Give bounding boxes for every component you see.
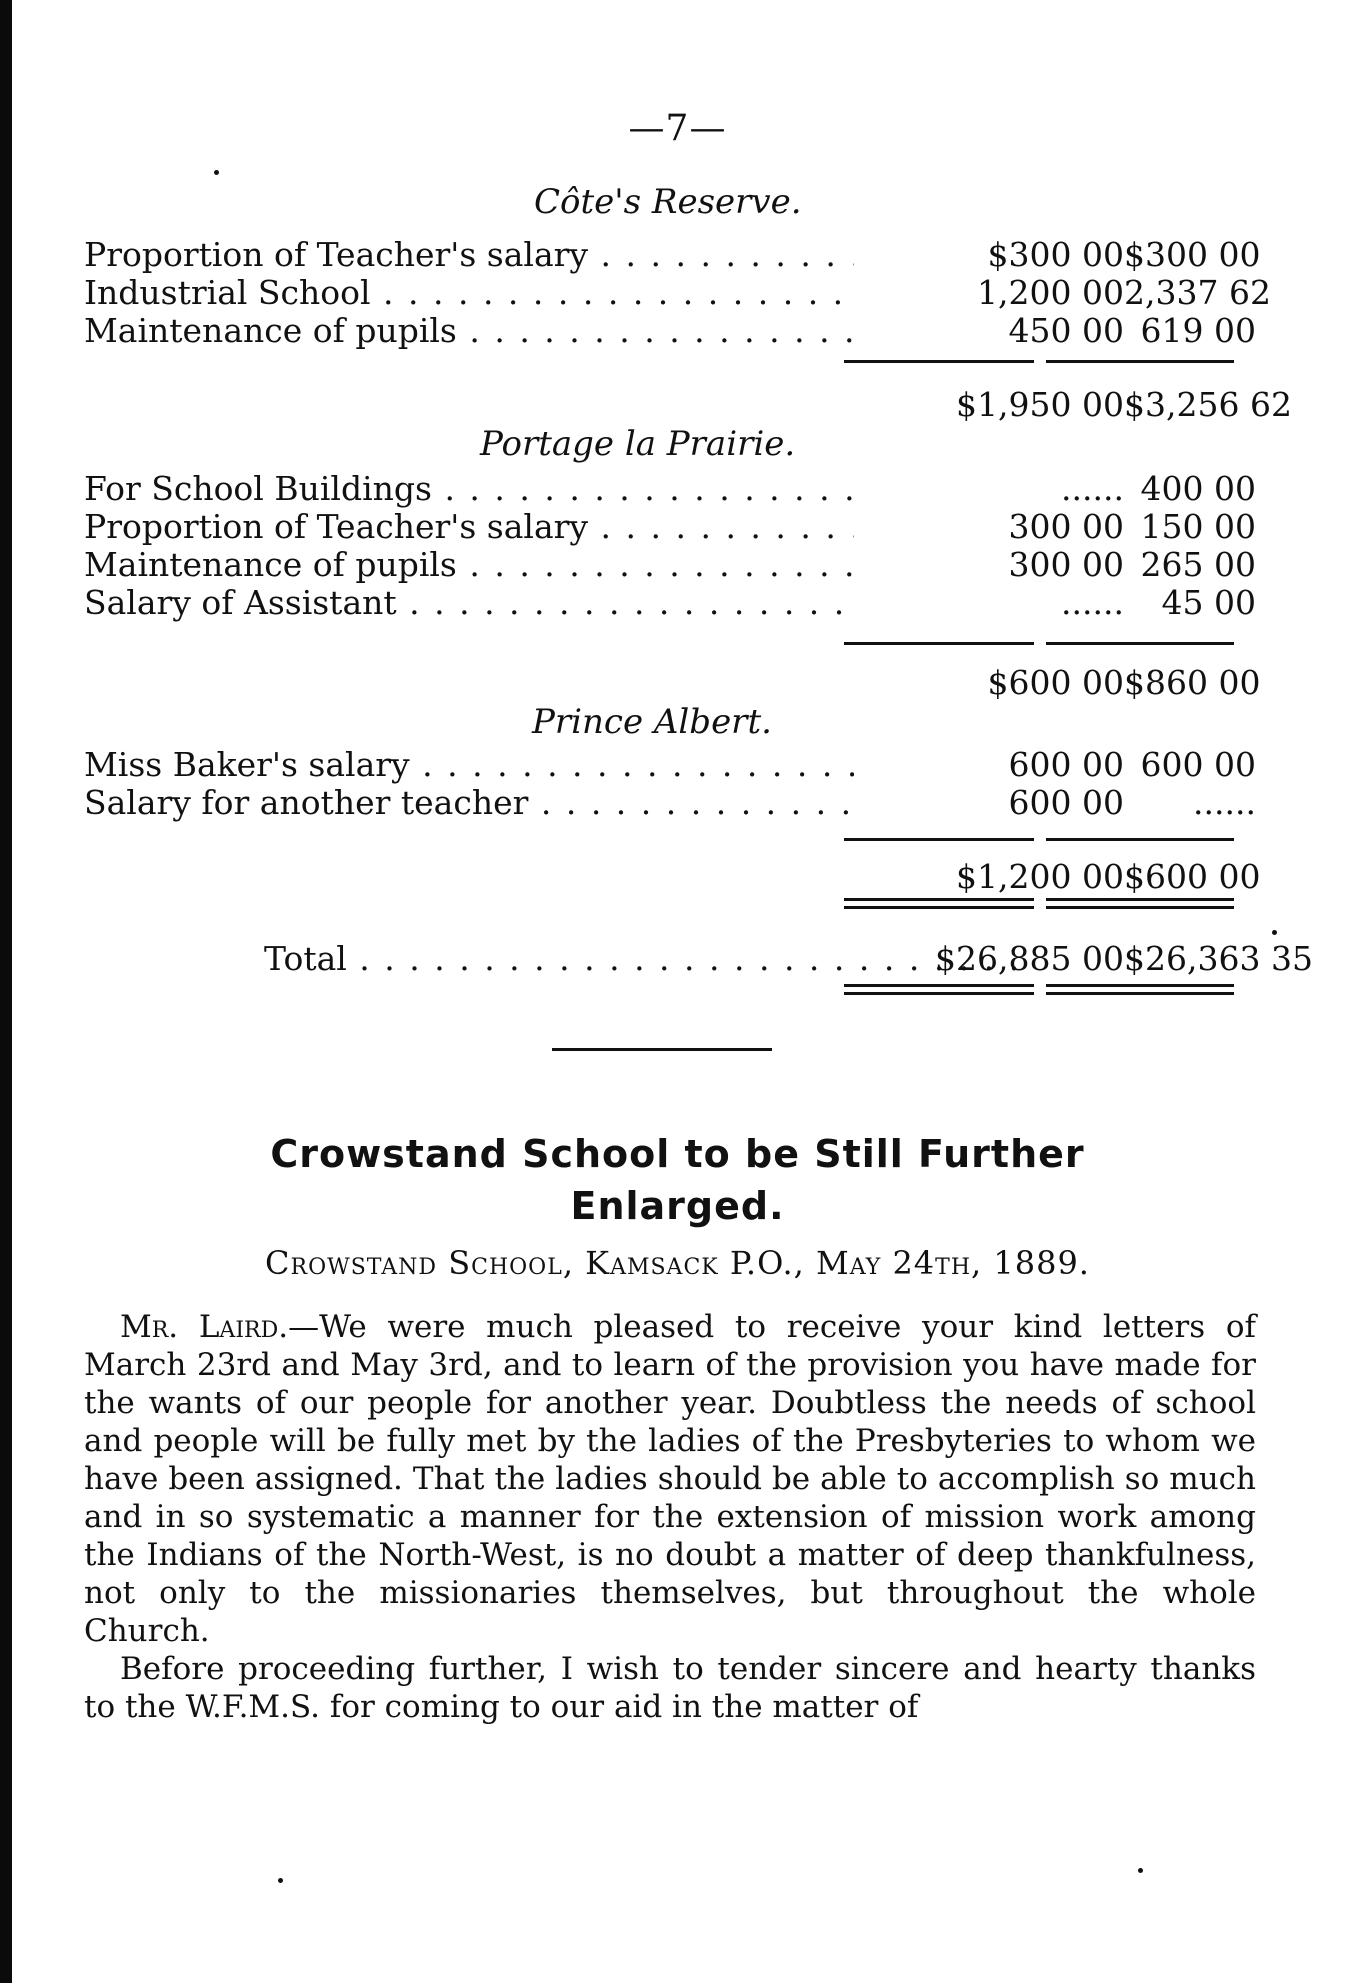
row-label: Proportion of Teacher's salary . . . [84, 508, 854, 546]
section-title-portage-la-prairie: Portage la Prairie. [480, 424, 796, 464]
amount-column-1: 600 00 [1008, 745, 1124, 784]
subtotal-column-1: $1,200 00 [956, 857, 1124, 896]
amount-column-1: 450 00 [1008, 311, 1124, 350]
subtotal-rule [1046, 642, 1234, 645]
row-label: Industrial School . . . [84, 274, 854, 312]
subtotal-rule [1046, 838, 1234, 841]
subtotal-row [84, 385, 1292, 424]
amount-column-2: 2,337 62 [1124, 273, 1271, 312]
ledger-row [84, 746, 1256, 784]
subtotal-rule [844, 360, 1034, 363]
ledger-row [84, 508, 1256, 546]
row-label: Salary of Assistant . . . [84, 584, 854, 622]
letter-body [84, 1308, 1256, 1726]
amount-column-2: 400 00 [1140, 469, 1256, 508]
ledger-row [84, 546, 1256, 584]
subtotal-column-2: $600 00 [1124, 857, 1261, 896]
paragraph [84, 1308, 1256, 1650]
paragraph: Before proceeding further, I wish to tender sincere and hearty thanks to the W.F.M.S. for coming to our aid in the matter of [84, 1651, 1256, 1725]
row-label: For School Buildings . . . [84, 470, 854, 508]
subtotal-column-2: $860 00 [1124, 663, 1261, 702]
amount-column-2: 150 00 [1140, 507, 1256, 546]
amount-column-1: 300 00 [1008, 545, 1124, 584]
row-label: Proportion of Teacher's salary . . . [84, 236, 854, 274]
amount-column-2: 619 00 [1140, 311, 1256, 350]
row-label: Maintenance of pupils . . . [84, 312, 854, 350]
paragraph-text: —We were much pleased to receive your kind letters of March 23rd and May 3rd, and to learn of the provision you have made for the wants of our people for another year. Doubtless the needs of school and people will be fully met by the ladies of the Presbyteries to whom we have been assigned. That the ladies should be able to accomplish so much and in so systematic a manner for the extension of mission work among the Indians of the North-West, is no doubt a matter of deep thankfulness, not only to the missionaries themselves, but throughout the whole Church. [84, 1309, 1256, 1649]
amount-column-2: 600 00 [1140, 745, 1256, 784]
total-label: Total . . . [84, 940, 1034, 978]
amount-column-1: ...... [1061, 469, 1124, 508]
double-rule [1046, 898, 1234, 909]
subtotal-column-1: $1,950 00 [956, 385, 1124, 424]
ledger-row [84, 235, 1261, 274]
financial-ledger [84, 0, 1313, 1000]
section-title-cotes-reserve: Côte's Reserve. [534, 182, 802, 222]
print-speck [278, 1878, 283, 1883]
amount-column-2: 265 00 [1140, 545, 1256, 584]
ledger-row [84, 784, 1256, 822]
row-label: Maintenance of pupils . . . [84, 546, 854, 584]
ledger-row [84, 273, 1271, 312]
row-label: Salary for another teacher . . . [84, 784, 854, 822]
subtotal-column-2: $3,256 62 [1124, 385, 1292, 424]
section-separator [552, 1048, 772, 1051]
double-rule [844, 984, 1034, 995]
subtotal-column-1: $600 00 [987, 663, 1124, 702]
section-title-prince-albert: Prince Albert. [532, 702, 772, 742]
amount-column-1: 1,200 00 [977, 273, 1124, 312]
row-label: Miss Baker's salary . . . [84, 746, 854, 784]
ledger-row [84, 470, 1256, 508]
amount-column-1: 600 00 [1008, 783, 1124, 822]
double-rule [1046, 984, 1234, 995]
ledger-row [84, 584, 1256, 622]
subtotal-row [84, 857, 1261, 896]
page-spine-edge [0, 0, 12, 1983]
amount-column-2: $300 00 [1124, 235, 1261, 274]
print-speck [1272, 930, 1277, 935]
ledger-row [84, 312, 1256, 350]
amount-column-1: 300 00 [1008, 507, 1124, 546]
print-speck [1138, 1868, 1143, 1873]
subtotal-rule [1046, 360, 1234, 363]
amount-column-1: ...... [1061, 583, 1124, 622]
total-column-2: $26,363 35 [1124, 939, 1313, 978]
subtotal-row [84, 663, 1261, 702]
total-column-1: $26,885 00 [935, 939, 1124, 978]
amount-column-2: 45 00 [1161, 583, 1256, 622]
salutation: Mr. Laird. [120, 1309, 289, 1345]
grand-total-row [84, 939, 1313, 978]
subtotal-rule [844, 838, 1034, 841]
double-rule [844, 898, 1034, 909]
amount-column-1: $300 00 [987, 235, 1124, 274]
subtotal-rule [844, 642, 1034, 645]
letter-dateline: Crowstand School, Kamsack P.O., May 24th, 1889. [265, 1244, 1090, 1282]
amount-column-2: ...... [1193, 783, 1256, 822]
page-number: —7— [628, 108, 727, 149]
heading-line-2: Enlarged. [570, 1184, 785, 1228]
heading-line-1: Crowstand School to be Still Further [270, 1132, 1085, 1176]
article-heading [0, 1128, 1355, 1232]
